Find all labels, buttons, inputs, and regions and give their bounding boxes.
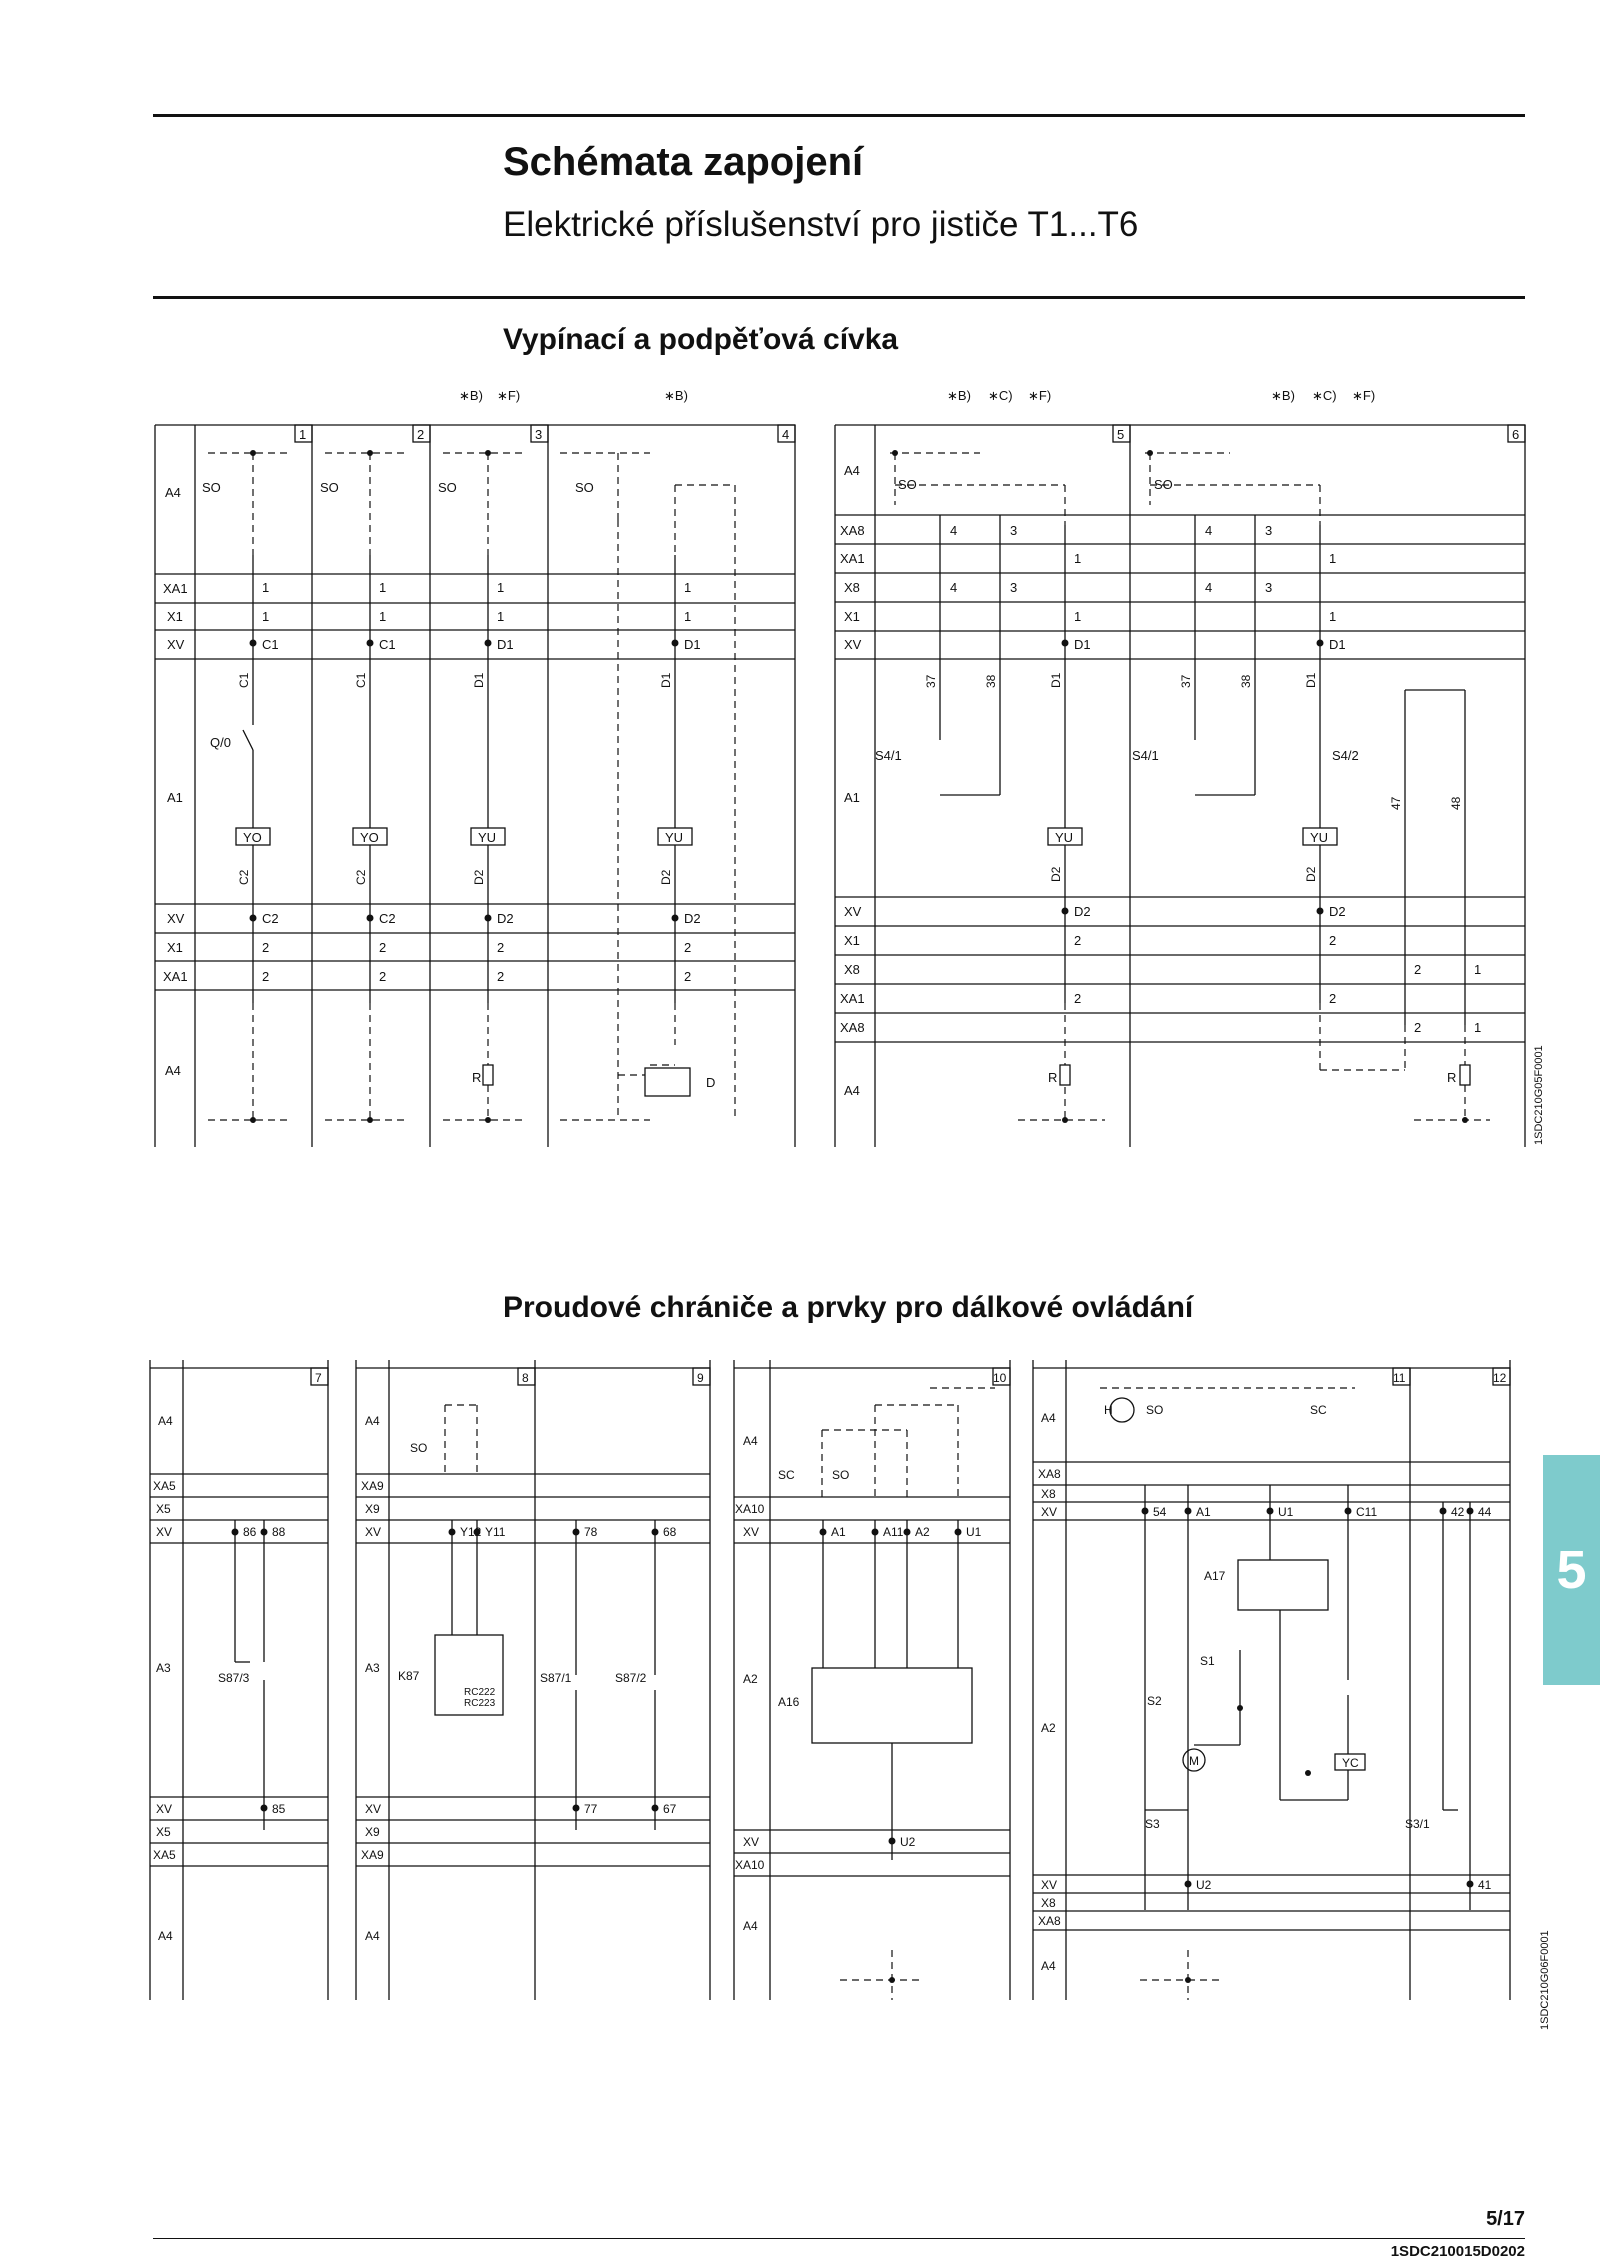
row-label: XA10 <box>735 1502 765 1516</box>
device-label-s87-2: S87/2 <box>615 1671 647 1685</box>
wire-label: 37 <box>1179 674 1193 688</box>
device-label-yo: YO <box>243 830 262 845</box>
chapter-tab <box>1543 1455 1600 1685</box>
terminal-label: 1 <box>262 580 270 595</box>
panel-number-1: 1 <box>299 427 307 442</box>
panel-number-3: 3 <box>535 427 543 442</box>
row-label: XV <box>1041 1505 1058 1519</box>
terminal-label: 1 <box>1474 1020 1482 1035</box>
device-label-s1: S1 <box>1200 1654 1215 1668</box>
terminal-label: 2 <box>1414 1020 1422 1035</box>
wire-label: D2 <box>659 869 673 885</box>
wire-label: C1 <box>237 672 251 688</box>
device-label-h: H <box>1104 1403 1113 1417</box>
panel-number-9: 9 <box>697 1371 704 1385</box>
terminal-label: 1 <box>379 609 387 624</box>
note-b-2: ∗B) <box>664 388 688 403</box>
wire-label: D1 <box>1049 672 1063 688</box>
terminal-label: 1 <box>684 609 692 624</box>
row-label: A2 <box>1041 1721 1056 1735</box>
terminal-label: 2 <box>684 969 692 984</box>
device-label-so: SO <box>832 1468 850 1482</box>
terminal-label: 2 <box>262 969 270 984</box>
page-number: 5/17 <box>1486 2208 1525 2230</box>
panel-number-12: 12 <box>1493 1371 1507 1385</box>
terminal-label: 85 <box>272 1802 286 1816</box>
terminal-label: D1 <box>684 637 701 652</box>
device-label-a16: A16 <box>778 1695 800 1709</box>
header-rule <box>153 296 1525 299</box>
device-label-rc223: RC223 <box>464 1698 496 1709</box>
row-label: X9 <box>365 1825 380 1839</box>
terminal-label: C2 <box>379 911 396 926</box>
terminal-label: 1 <box>1474 962 1482 977</box>
device-label-yu: YU <box>478 830 497 845</box>
row-label: XA8 <box>1038 1914 1061 1928</box>
device-label-a17: A17 <box>1204 1569 1226 1583</box>
undervoltage-delay-device <box>645 1068 690 1096</box>
terminal-label: 1 <box>1074 551 1082 566</box>
row-label: A4 <box>165 485 181 500</box>
row-label: A4 <box>165 1063 181 1078</box>
wiring-diagram-coils <box>150 385 1545 1165</box>
terminal-label: 54 <box>1153 1505 1167 1519</box>
terminal-label: Y12 <box>460 1525 482 1539</box>
terminal-label: 1 <box>684 580 692 595</box>
device-label-s2: S2 <box>1147 1694 1162 1708</box>
terminal-label: D1 <box>497 637 514 652</box>
footer-rule <box>153 2238 1525 2239</box>
terminal-label: U2 <box>1196 1878 1212 1892</box>
terminal-label: 3 <box>1265 580 1273 595</box>
page-title: Schémata zapojení <box>503 140 864 184</box>
row-label: XA9 <box>361 1479 384 1493</box>
device-label-yc: YC <box>1342 1756 1359 1770</box>
device-label-yo: YO <box>360 830 379 845</box>
row-label: XV <box>844 904 862 919</box>
note-b-3: ∗B) <box>947 388 971 403</box>
row-label: X8 <box>844 580 860 595</box>
device-label-r: R <box>472 1070 482 1085</box>
terminal-label: 78 <box>584 1525 598 1539</box>
note-c-1: ∗C) <box>988 388 1013 403</box>
row-label: A2 <box>743 1672 758 1686</box>
panel-number-11: 11 <box>1393 1371 1406 1385</box>
wire-label: 47 <box>1389 796 1403 810</box>
terminal-label: D2 <box>684 911 701 926</box>
terminal-label: 1 <box>379 580 387 595</box>
device-label-s42: S4/2 <box>1332 748 1359 763</box>
row-label: XA8 <box>1038 1467 1061 1481</box>
row-label: X5 <box>156 1825 171 1839</box>
device-label-rc222: RC222 <box>464 1687 496 1698</box>
device-label-so: SO <box>575 480 594 495</box>
terminal-label: 42 <box>1451 1505 1465 1519</box>
figure-code: 1SDC210G06F0001 <box>1539 1930 1551 2030</box>
note-f-1: ∗F) <box>497 388 521 403</box>
a17-block <box>1238 1560 1328 1610</box>
terminal-label: 2 <box>1329 933 1337 948</box>
terminal-label: 1 <box>497 609 505 624</box>
device-label-so: SO <box>438 480 457 495</box>
terminal-label: 2 <box>497 940 505 955</box>
terminal-label: 44 <box>1478 1505 1492 1519</box>
terminal-label: C11 <box>1356 1505 1378 1519</box>
device-label-q0: Q/0 <box>210 735 231 750</box>
row-label: X8 <box>1041 1487 1056 1501</box>
terminal-label: C1 <box>262 637 279 652</box>
terminal-label: 67 <box>663 1802 677 1816</box>
row-label: X1 <box>167 609 183 624</box>
device-label-r: R <box>1048 1070 1058 1085</box>
row-label: A4 <box>844 463 860 478</box>
row-label: XV <box>156 1802 173 1816</box>
row-label: XV <box>743 1835 760 1849</box>
note-f-2: ∗F) <box>1028 388 1052 403</box>
row-label: XA8 <box>840 1020 865 1035</box>
terminal-label: 2 <box>379 940 387 955</box>
terminal-label: Y11 <box>485 1525 506 1539</box>
terminal-label: 2 <box>262 940 270 955</box>
wire-label: D1 <box>659 672 673 688</box>
terminal-label: 2 <box>1414 962 1422 977</box>
row-label: X1 <box>844 933 860 948</box>
terminal-label: A2 <box>915 1525 930 1539</box>
wire-label: D2 <box>1304 866 1318 882</box>
device-label-yu: YU <box>1055 830 1074 845</box>
wire-label: D2 <box>1049 866 1063 882</box>
device-label-sc: SC <box>1310 1403 1327 1417</box>
wire-label: D1 <box>1304 672 1318 688</box>
row-label: X9 <box>365 1502 380 1516</box>
terminal-label: D1 <box>1329 637 1346 652</box>
terminal-label: U1 <box>1278 1505 1294 1519</box>
row-label: A4 <box>158 1414 173 1428</box>
row-label: XA1 <box>163 581 188 596</box>
terminal-label: D2 <box>497 911 514 926</box>
wire-label: 38 <box>1239 674 1253 688</box>
section-title-coils: Vypínací a podpěťová cívka <box>503 323 899 356</box>
row-label: XV <box>167 637 185 652</box>
row-label: A4 <box>844 1083 860 1098</box>
device-label-so: SO <box>202 480 221 495</box>
row-label: A4 <box>743 1434 758 1448</box>
terminal-label: 2 <box>1074 933 1082 948</box>
device-label-s41: S4/1 <box>1132 748 1159 763</box>
terminal-label: 1 <box>1329 609 1337 624</box>
row-label: A4 <box>365 1929 380 1943</box>
row-label: XV <box>844 637 862 652</box>
row-label: X8 <box>1041 1896 1056 1910</box>
row-label: XA10 <box>735 1858 765 1872</box>
wire-label: D2 <box>472 869 486 885</box>
row-label: XA5 <box>153 1848 176 1862</box>
panel-number-7: 7 <box>315 1371 322 1385</box>
terminal-label: 4 <box>1205 523 1213 538</box>
device-label-s41: S4/1 <box>875 748 902 763</box>
row-label: A4 <box>1041 1959 1056 1973</box>
terminal-label: 2 <box>1074 991 1082 1006</box>
terminal-label: 2 <box>379 969 387 984</box>
panel-number-4: 4 <box>782 427 790 442</box>
row-label: XV <box>1041 1878 1058 1892</box>
terminal-label: C2 <box>262 911 279 926</box>
row-label: A4 <box>743 1919 758 1933</box>
row-label: XA9 <box>361 1848 384 1862</box>
row-label: XV <box>365 1802 382 1816</box>
device-label-so: SO <box>898 477 917 492</box>
row-label: X1 <box>844 609 860 624</box>
terminal-label: 86 <box>243 1525 257 1539</box>
row-label: A1 <box>844 790 860 805</box>
panel-number-6: 6 <box>1512 427 1520 442</box>
terminal-label: A11 <box>883 1525 904 1539</box>
wire-label: 38 <box>984 674 998 688</box>
row-label: A3 <box>156 1661 171 1675</box>
page-subtitle: Elektrické příslušenství pro jističe T1...T6 <box>503 205 1139 244</box>
note-b-1: ∗B) <box>459 388 483 403</box>
wire-label: C2 <box>237 869 251 885</box>
terminal-label: D2 <box>1074 904 1091 919</box>
device-label-m: M <box>1189 1754 1199 1768</box>
panel-number-2: 2 <box>417 427 425 442</box>
device-label-s3: S3 <box>1145 1817 1160 1831</box>
section-title-protection: Proudové chrániče a prvky pro dálkové ovládání <box>503 1291 1194 1324</box>
terminal-label: A1 <box>831 1525 846 1539</box>
device-label-sc: SC <box>778 1468 795 1482</box>
terminal-label: 1 <box>1074 609 1082 624</box>
row-label: XV <box>156 1525 173 1539</box>
terminal-label: D2 <box>1329 904 1346 919</box>
terminal-label: U1 <box>966 1525 982 1539</box>
h-lamp <box>1110 1398 1134 1422</box>
device-label-s87-3: S87/3 <box>218 1671 250 1685</box>
terminal-label: 3 <box>1010 523 1018 538</box>
row-label: A1 <box>167 790 183 805</box>
device-label-k87: K87 <box>398 1669 420 1683</box>
device-label-s3-1: S3/1 <box>1405 1817 1430 1831</box>
row-label: XA1 <box>840 991 865 1006</box>
note-f-3: ∗F) <box>1352 388 1376 403</box>
document-code: 1SDC210015D0202 <box>1390 2243 1525 2260</box>
device-label-so: SO <box>1146 1403 1164 1417</box>
row-label: X5 <box>156 1502 171 1516</box>
row-label: XV <box>743 1525 760 1539</box>
terminal-label: 3 <box>1010 580 1018 595</box>
terminal-label: 4 <box>950 580 958 595</box>
terminal-label: U2 <box>900 1835 916 1849</box>
device-label-d: D <box>706 1075 716 1090</box>
device-label-r: R <box>1447 1070 1457 1085</box>
device-label-so: SO <box>320 480 339 495</box>
wire-label: D1 <box>472 672 486 688</box>
chapter-tab-number: 5 <box>1556 1540 1587 1600</box>
terminal-label: 68 <box>663 1525 677 1539</box>
terminal-label: 2 <box>1329 991 1337 1006</box>
row-label: XA5 <box>153 1479 176 1493</box>
terminal-label: 2 <box>684 940 692 955</box>
terminal-label: 4 <box>950 523 958 538</box>
terminal-label: D1 <box>1074 637 1091 652</box>
a16-block <box>812 1668 972 1743</box>
note-c-2: ∗C) <box>1312 388 1337 403</box>
wire-label: 37 <box>924 674 938 688</box>
terminal-label: 3 <box>1265 523 1273 538</box>
row-label: A4 <box>365 1414 380 1428</box>
junction-dots <box>232 1508 1474 1984</box>
terminal-label: C1 <box>379 637 396 652</box>
row-label: XV <box>167 911 185 926</box>
device-label-s87-1: S87/1 <box>540 1671 572 1685</box>
wiring-diagram-protection <box>140 1350 1551 2040</box>
row-label: XA8 <box>840 523 865 538</box>
wire-label: 48 <box>1449 796 1463 810</box>
panel-number-8: 8 <box>522 1371 529 1385</box>
terminal-label: 4 <box>1205 580 1213 595</box>
top-rule <box>153 114 1525 117</box>
row-label: A4 <box>158 1929 173 1943</box>
wire-label: C2 <box>354 869 368 885</box>
row-label: A4 <box>1041 1411 1056 1425</box>
wire-label: C1 <box>354 672 368 688</box>
row-label: A3 <box>365 1661 380 1675</box>
device-label-yu: YU <box>665 830 684 845</box>
terminal-label: 88 <box>272 1525 286 1539</box>
terminal-label: 77 <box>584 1802 598 1816</box>
row-label: XA1 <box>840 551 865 566</box>
device-label-so: SO <box>1154 477 1173 492</box>
terminal-label: 2 <box>497 969 505 984</box>
figure-code: 1SDC210G05F0001 <box>1533 1045 1545 1145</box>
device-label-yu: YU <box>1310 830 1329 845</box>
terminal-label: 1 <box>262 609 270 624</box>
device-label-so: SO <box>410 1441 428 1455</box>
row-label: XA1 <box>163 969 188 984</box>
panel-number-10: 10 <box>993 1371 1007 1385</box>
note-b-4: ∗B) <box>1271 388 1295 403</box>
row-label: XV <box>365 1525 382 1539</box>
terminal-label: 1 <box>497 580 505 595</box>
row-label: X1 <box>167 940 183 955</box>
terminal-label: 41 <box>1478 1878 1492 1892</box>
row-label: X8 <box>844 962 860 977</box>
terminal-label: A1 <box>1196 1505 1211 1519</box>
panel-number-5: 5 <box>1117 427 1125 442</box>
terminal-label: 1 <box>1329 551 1337 566</box>
